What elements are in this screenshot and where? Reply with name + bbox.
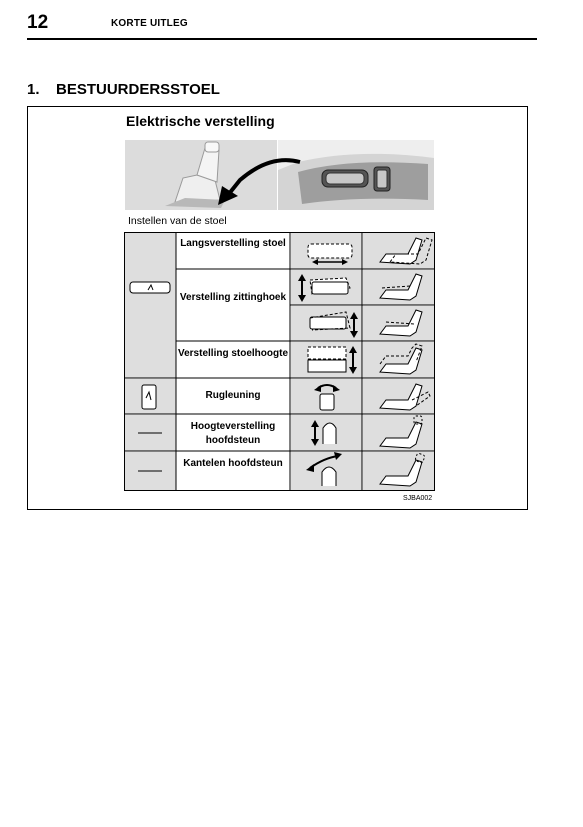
section-number: 1. [27,81,40,98]
backrest-switch-icon [142,385,156,409]
row-label-cushion-tilt: Verstelling zittinghoek [179,292,287,303]
photo-caption: Instellen van de stoel [128,215,227,227]
page-header [27,10,537,40]
page-number: 12 [27,12,49,33]
section-heading [27,81,220,98]
row-label-headrest-height: Hoogteverstelling hoofdsteun [190,421,276,446]
row-label-seat-slide: Langsverstelling stoel [180,238,286,249]
image-code: SJBA002 [403,495,433,502]
chapter-title: KORTE UITLEG [111,18,188,29]
row-label-backrest: Rugleuning [205,390,261,401]
pointer-arrow [200,150,310,210]
subsection-title: Elektrische verstelling [126,113,275,129]
slide-arrow-icon [308,244,352,265]
section-title: BESTUURDERSSTOEL [56,81,220,98]
row-label-headrest-tilt: Kantelen hoofdsteun [183,458,283,469]
seat-switch-icon [130,282,170,293]
row-label-seat-height: Verstelling stoelhoogte [177,348,289,359]
adjustment-table [124,232,435,491]
